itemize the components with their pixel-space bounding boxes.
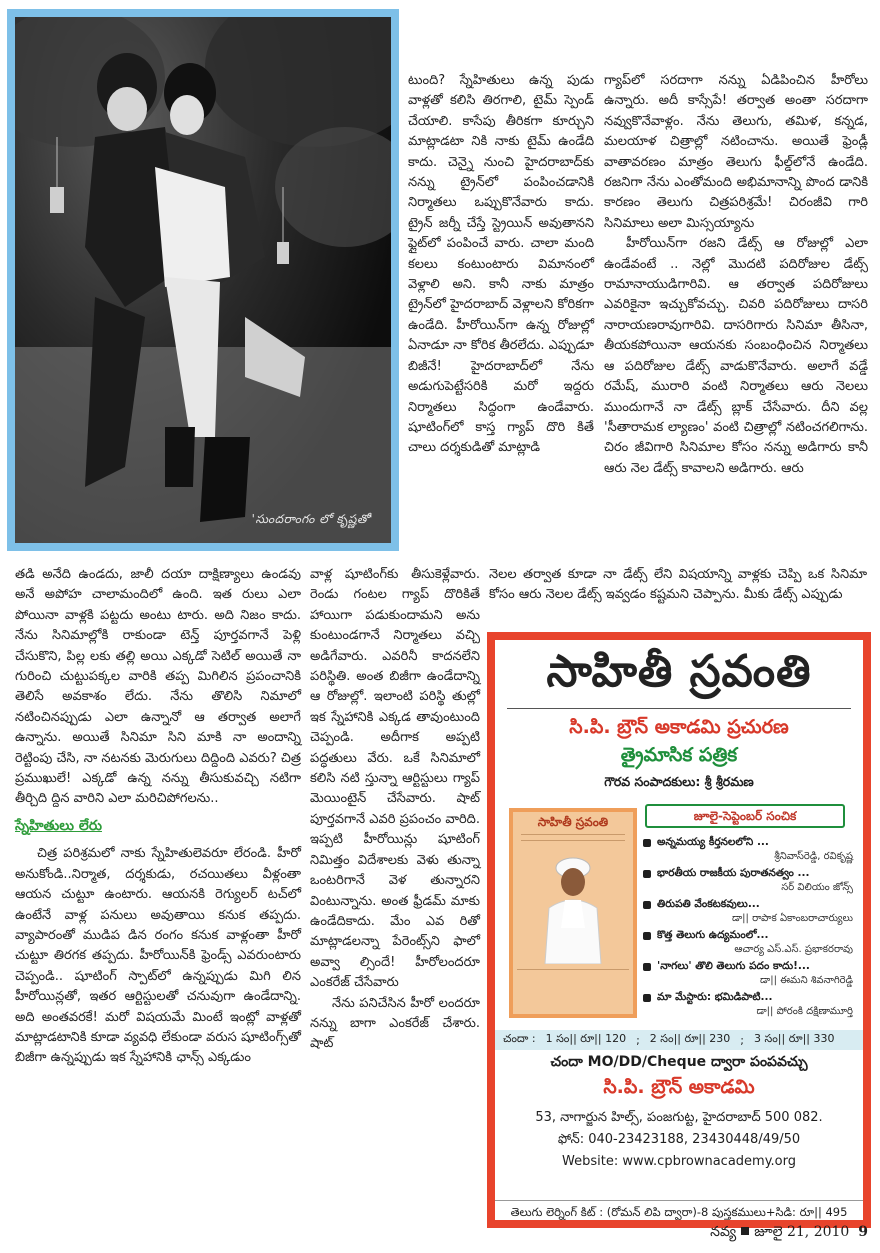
ad-frequency: త్రైమాసిక పత్రిక (620, 744, 738, 766)
magazine-cover-thumbnail (509, 808, 637, 1018)
toc-author: డా|| పోరంకి దక్షిణామూర్తి (756, 1006, 853, 1017)
price-separator: ; (740, 1033, 744, 1047)
film-still-photo (7, 9, 399, 551)
photo-illustration (15, 17, 391, 543)
article-paragraph: తడి అనేది ఉండదు, జాలీ దయా దాక్షిణ్యాలు ఉండవు అనే అపోహ చాలామందిలో ఉంది. ఇత రులు ఎలా పోయినా వాళ్లకి పట్టదు అంటు టారు. అది నిజం కాదు. నేను సినిమాల్లోకి రాకుండా టెన్త్ పూర్తవగానే పెళ్లి చేసుకొని, పిల్ల లకు తల్లి అయి ఎక్కడో సెటిల్ అయితే నా గురించి చుట్టుపక్కల వారికి తప్ప మిగిలిన ప్రపంచానికి తెలిసే అవకాశం లేదు. నేను తొలిసి నిమాలో నటించినప్పుడు ఎలా ఉన్నానో ఆ తర్వాత అలాగే ఉన్నాను. అయితే సినిమా సిని మాకి నా అందాన్ని రెట్టింపు చేసి, నా నటనకు మెరుగులు దిద్దింది ఎవరు? చిత్ర ప్రముఖులే! ఎక్కడో ఉన్న నన్ను తీసుకువచ్చి నటిగా తీర్చిది ద్దిన వారిని ఎలా మరిచిపోగలను.. (15, 567, 301, 807)
toc-title: మా మేస్టారు: భమిడిపాటి... (657, 991, 773, 1003)
article-paragraph: చిత్ర పరిశ్రమలో నాకు స్నేహితులెవరూ లేరండి. హీరో అనుకోండి..నిర్మాత, దర్శకుడు, రచయితలు వీళ్లంతా ఆయన చుట్టూ ఉంటారు. ఆయనకి రెగ్యులర్ టచ్‌లో ఉంటేనే వాళ్ల పనులు అవుతాయి కనుక తప్పదు. వ్యాపారంతో ముడిప డిన రంగం కనుక వాళ్లంతా హీరో చుట్టూ తిరగక తప్పదు. హీరోయిన్‌కి ఫ్రెండ్స్ ఎవరుంటారు చెప్పండి.. షూటింగ్ స్పాట్‌లో ఉన్నప్పుడు మిగి లిన హీరోయిన్లతో, ఇతర ఆర్టిస్టులతో చనువుగా ఉండేదాన్ని. అది అంతవరకే! మరో విషయమే మింటే ఇంట్లో వాళ్లతో మాట్లాడటానికి కూడా వ్యవధి లేకుండా వరుస షూటింగ్స్‌తో బిజీగా ఉన్నప్పుడు ఇక స్నేహానికి ఛాన్స్ ఎక్కడుం (15, 846, 301, 1066)
toc-title: తిరుపతి వేంకటకవులు... (657, 898, 760, 910)
toc-author: ఆచార్య ఎస్.ఎస్. ప్రభాకరరావు (734, 944, 853, 955)
toc-title: భారతీయ రాజకీయ పురాతనత్వం ... (657, 867, 810, 879)
page-footer (710, 1224, 868, 1243)
publication-name: నవ్య (710, 1224, 737, 1240)
toc-entry (643, 867, 853, 898)
toc-author: డా|| ఈమని శివనాగిరెడ్డి (760, 975, 853, 986)
ad-publisher: సి.పి. బ్రౌన్ అకాడమి ప్రచురణ (569, 716, 789, 738)
price-label: చందా : (503, 1032, 536, 1045)
issue-date: జూలై 21, 2010 (754, 1224, 850, 1240)
page-number: 9 (858, 1224, 868, 1240)
price-three-years: 3 సం|| రూ|| 330 (754, 1032, 835, 1045)
article-paragraph: టుంది? స్నేహితులు ఉన్న పుడు వాళ్లతో కలిసి తిరగాలి, టైమ్ స్పెండ్ చేయాలి. కాసేపు తీరికగా కూర్చుని మాట్లాడటా నికి నాకు టైమ్ ఉండేది కాదు. చెన్నై నుంచి హైదరాబాద్‌కు నన్ను ట్రైన్‌లో పంపించడానికి నిర్మాతలు ఒప్పుకొనేవారు కాదు. ట్రైన్ జర్నీ చేస్తే స్ట్రెయిన్ అవుతానని ఫ్లైట్‌లో పంపించే వారు. చాలా మంది కలలు కంటుంటారు విమానంలో వెళ్లాలి అని. కానీ నాకు మాత్రం ట్రైన్‌లో హైదరాబాద్ వెళ్లాలని కోరికగా ఉండేది. హీరోయిన్‌గా ఉన్న రోజుల్లో ఏనాడూ నా కోరిక తీరలేదు. ఎప్పుడూ బిజీనే! హైదరాబాద్‌లో నేను అడుగుపెట్టేసరికి మరో ఇద్దరు నిర్మాతలు సిద్ధంగా ఉండేవారు. షూటింగ్‌లో కాస్త గ్యాప్ దొరి కితే చాలు దర్శకుడితో మాట్లాడి (408, 73, 594, 456)
article-paragraph: గ్యాప్‌లో సరదాగా నన్ను ఏడిపించిన హీరోలు ఉన్నారు. అదీ కాస్సేపే! తర్వాత అంతా సరదాగా నవ్వుకొనేవాళ్లం. నేను తెలుగు, తమిళ, కన్నడ, మలయాళ చిత్రాల్లో నటించాను. అయితే ఫ్రెండ్లీ వాతావరణం మాత్రం తెలుగు ఫీల్డ్‌లోనే ఉండేది. రజనిగా నేను ఎంతోమంది అభిమానాన్ని పొంద డానికి కారణం తెలుగు చిత్రపరిశ్రమే! చిరంజీవి గారి సినిమాలు అలా మిస్సయ్యాను (604, 73, 868, 231)
toc-title: కొత్త తెలుగు ఉద్యమంలో... (657, 929, 769, 941)
sahithi-sravanthi-advertisement (487, 632, 871, 1228)
ad-panel (495, 640, 863, 1220)
article-column-a (15, 565, 301, 1069)
cover-title: సాహితీ స్రవంతి (537, 815, 609, 829)
bullet-icon (643, 994, 651, 1002)
ad-divider (507, 708, 851, 709)
article-column-c-top (604, 71, 868, 479)
article-paragraph: వాళ్ల షూటింగ్‌కు తీసుకెళ్లేవారు. రెండు గంటల గ్యాప్ దొరికితే హాయిగా పడుకుందామని అను కుంటుండగానే నిర్మాతలు వచ్చి అడిగేవారు. ఎవరినీ కాదనలేని పరిస్థితి. అంత బిజీగా ఉండేదాన్ని ఆ రోజుల్లో. ఇలాంటి పరిస్థి తుల్లో ఇక స్నేహానికి ఎక్కడ తావుంటుంది చెప్పండి. అదీగాక అప్పటి పద్ధతులు వేరు. ఒకే సినిమాలో కలిసి నటి స్తున్నా ఆర్టిస్టులు గ్యాప్ మెయింటైన్ చేసేవారు. షాట్ పూర్తవగానే ఎవరి ప్రపంచం వారిది. ఇప్పటి హీరోయిన్లు షూటింగ్ నిమిత్తం విదేశాలకు వెళు తున్నా ఒంటరిగానే వెళ తున్నారని వింటున్నాను. అంత ఫ్రీడమ్ మాకు ఉండేదికాదు. మేం ఎవ రితో మాట్లాడలన్నా పేరెంట్స్‌ని ఫాలో అవ్వా ల్సిందే! హీరోలందరూ ఎంకరేజ్ చేసేవారు (310, 567, 480, 991)
article-paragraph: నేను పనిచేసిన హీరో లందరూ నన్ను బాగా ఎంకరేజ్ చేశారు. షాట్ (310, 995, 480, 1052)
toc-title: 'నాగలు' తొలి తెలుగు పదం కాదు!... (657, 960, 810, 972)
toc-author: సర్ విలియం జోన్స్ (781, 882, 853, 893)
toc-entry (643, 991, 853, 1022)
toc-entry (643, 929, 853, 960)
bullet-icon (643, 963, 651, 971)
bullet-icon (643, 870, 651, 878)
bullet-icon (643, 932, 651, 940)
price-one-year: 1 సం|| రూ|| 120 (545, 1032, 627, 1045)
photo-image (15, 17, 391, 543)
organization-address: 53, నాగార్జున హిల్స్, పంజగుట్ట, హైదరాబాద్ 500 082. (535, 1110, 823, 1125)
article-column-b (310, 565, 480, 1055)
toc-title: అన్నమయ్య కీర్తనలలోని ... (657, 836, 769, 848)
bullet-icon (643, 901, 651, 909)
toc-author: శ్రీనివాస్‌రెడ్డి, రవికృష్ణ (774, 851, 853, 862)
section-subheading: స్నేహితులు లేరు (15, 817, 102, 834)
organization-phone: ఫోన్: 040-23423188, 23430448/49/50 (557, 1132, 801, 1147)
issue-label: జూలై-సెప్టెంబర్ సంచిక (645, 804, 845, 828)
bullet-icon (643, 839, 651, 847)
article-paragraph: నెలల తర్వాత కూడా నా డేట్స్ లేని విషయాన్ని వాళ్లకు చెప్పి ఒక సినిమా కోసం ఆరు నెలల డేట్స్ ఇవ్వడం కష్టమని చెప్పాను. మీకు డేట్స్ ఎప్పుడు (489, 567, 867, 603)
price-two-years: 2 సం|| రూ|| 230 (649, 1032, 731, 1045)
photo-caption: 'సుందరాంగం లో కృష్ణతో' (251, 512, 373, 526)
cover-caption-area (517, 969, 629, 1010)
article-column-b-top (408, 71, 594, 459)
article-paragraph: హీరోయిన్‌గా రజని డేట్స్ ఆ రోజుల్లో ఎలా ఉండేవంటే .. నెల్లో మొదటి పదిరోజుల డేట్స్ రామానాయుడిగారివి. ఆ తర్వాత పదిరోజులు ఎవరికైనా ఇచ్చుకోవచ్చు. చివరి పదిరోజులు దాసరి నారాయణరావుగారివి. దాసరిగారు సినిమా తీసినా, తీయకపోయినా ఆయనకు సంబంధించిన నిర్మాతలు ఆ పదిరోజుల డేట్స్ వాడుకొనేవారు. అలాగే వడ్డే రమేష్, మురారి వంటి నిర్మాతలు ఆరు నెలలు ముందుగానే నా డేట్స్ బ్లాక్ చేసేవారు. దీని వల్ల 'సీతారామక ల్యాణం' వంటి చిత్రాల్లో నటించగలిగాను. చిరం జీవిగారి సినిమాల కోసం నన్ను అడిగారు కానీ ఆరు నెల డేట్స్ కావాలని అడిగారు. ఆరు (604, 236, 868, 476)
toc-entry (643, 836, 853, 867)
square-separator-icon (741, 1227, 749, 1235)
cover-portrait (535, 852, 611, 964)
ad-editor: గౌరవ సంపాదకులు: శ్రీ శ్రీరమణ (604, 774, 754, 789)
organization-website[interactable]: Website: www.cpbrownacademy.org (562, 1154, 796, 1169)
table-of-contents (643, 836, 853, 1022)
subscription-price-band (495, 1030, 863, 1050)
article-column-c (489, 565, 867, 606)
payment-info: చందా MO/DD/Cheque ద్వారా పంపవచ్చు (550, 1054, 808, 1070)
cover-rule (521, 834, 625, 835)
organization-name: సి.పి. బ్రౌన్ అకాడమి (603, 1076, 755, 1098)
toc-entry (643, 960, 853, 991)
toc-entry (643, 898, 853, 929)
ad-title: సాహితీ స్రవంతి (546, 646, 812, 697)
learning-kit-offer: తెలుగు లెర్నింగ్ కిట్ : (రోమన్ లిపి ద్వారా)-8 పుస్తకములు+సిడి: రూ|| 495 (495, 1200, 863, 1223)
toc-author: డా|| రాపాక ఏకాంబరాచార్యులు (731, 913, 853, 924)
cover-rule (521, 840, 625, 841)
price-separator: ; (636, 1033, 640, 1047)
